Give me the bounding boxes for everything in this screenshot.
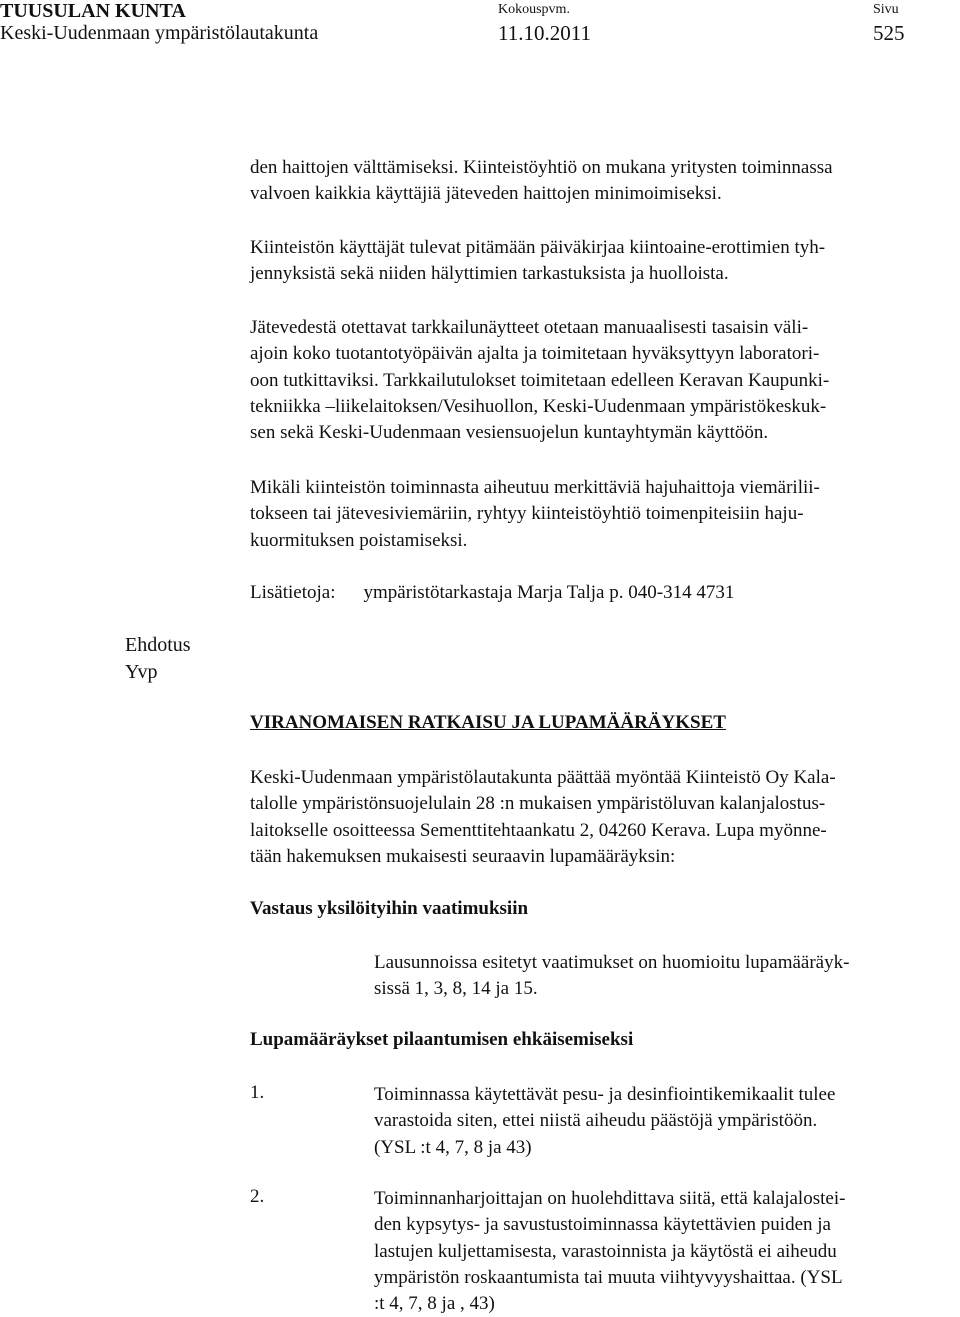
proposal-marker <box>125 632 191 686</box>
text-line: sen sekä Keski-Uudenmaan vesiensuojelun kuntayhtymän käyttöön. <box>250 422 769 444</box>
text-line: tokseen tai jätevesiviemäriin, ryhtyy kiinteistöyhtiö toimenpiteisiin haju- <box>250 503 804 525</box>
text-line: ympäristön roskaantumista tai muuta viihtyvyyshaittaa. (YSL <box>374 1266 843 1288</box>
text-line: talolle ympäristönsuojelulain 28 :n mukaisen ympäristöluvan kalanjalostus- <box>250 793 826 815</box>
committee-name: Keski-Uudenmaan ympäristölautakunta <box>0 22 319 44</box>
text-line: tekniikka –liikelaitoksen/Vesihuollon, Keski-Uudenmaan ympäristökeskuk- <box>250 395 827 417</box>
text-line: Kiinteistön käyttäjät tulevat pitämään päiväkirjaa kiintoaine-erottimien tyh- <box>250 237 826 258</box>
prevention-heading: Lupamääräykset pilaantumisen ehkäisemiseksi <box>250 1029 634 1050</box>
text-line: Toiminnassa käytettävät pesu- ja desinfiointikemikaalit tulee <box>374 1084 836 1105</box>
text-line: Keski-Uudenmaan ympäristölautakunta päättää myöntää Kiinteistö Oy Kala- <box>250 767 836 788</box>
list-item <box>374 1082 954 1161</box>
text-line: jennyksistä sekä niiden hälyttimien tarkastuksista ja huolloista. <box>250 263 729 285</box>
item-number: 2. <box>250 1186 265 1207</box>
contact-label: Lisätietoja: <box>250 582 336 603</box>
text-line: (YSL :t 4, 7, 8 ja 43) <box>374 1136 532 1158</box>
text-line: varastoida siten, ettei niistä aiheudu päästöjä ympäristöön. <box>374 1110 818 1132</box>
page-number: 525 <box>873 21 905 45</box>
paragraph-3 <box>250 315 950 446</box>
proposal-label: Ehdotus <box>125 634 191 656</box>
text-line: lastujen kuljettamisesta, varastoinnista ja käytöstä ei aiheudu <box>374 1240 837 1262</box>
proposal-code: Yvp <box>125 661 158 683</box>
text-line: laitokselle osoitteessa Sementtitehtaankatu 2, 04260 Kerava. Lupa myönne- <box>250 819 827 841</box>
text-line: Lausunnoissa esitetyt vaatimukset on huomioitu lupamääräyk- <box>374 952 850 973</box>
text-line: sissä 1, 3, 8, 14 ja 15. <box>374 978 538 1000</box>
item-number: 1. <box>250 1082 265 1103</box>
text-line: den kypsytys- ja savustustoiminnassa käytettävien puiden ja <box>374 1214 831 1236</box>
page-label: Sivu <box>873 2 899 17</box>
contact-info <box>250 580 950 606</box>
text-line: Jätevedestä otettavat tarkkailunäytteet otetaan manuaalisesti tasaisin väli- <box>250 317 809 338</box>
text-line: den haittojen välttämiseksi. Kiinteistöyhtiö on mukana yritysten toiminnassa <box>250 157 833 178</box>
text-line: oon tutkittaviksi. Tarkkailutulokset toimitetaan edelleen Keravan Kaupunki- <box>250 369 830 391</box>
response-text <box>374 950 954 1003</box>
text-line: valvoen kaikkia käyttäjiä jäteveden haittojen minimoimiseksi. <box>250 183 722 205</box>
text-line: :t 4, 7, 8 ja , 43) <box>374 1293 495 1315</box>
text-line: kuormituksen poistamiseksi. <box>250 529 468 551</box>
text-line: ajoin koko tuotantotyöpäivän ajalta ja toimitetaan hyväksyttyyn laboratori- <box>250 343 820 365</box>
meeting-date: 11.10.2011 <box>498 21 591 45</box>
paragraph-4 <box>250 475 950 554</box>
decision-title: VIRANOMAISEN RATKAISU JA LUPAMÄÄRÄYKSET <box>250 712 726 733</box>
paragraph-2 <box>250 235 950 288</box>
text-line: Mikäli kiinteistön toiminnasta aiheutuu merkittäviä hajuhaittoja viemärilii- <box>250 477 820 498</box>
contact-value: ympäristötarkastaja Marja Talja p. 040-314 4731 <box>363 582 735 603</box>
response-heading: Vastaus yksilöityihin vaatimuksiin <box>250 898 529 919</box>
list-item <box>374 1186 954 1317</box>
text-line: Toiminnanharjoittajan on huolehdittava siitä, että kalajalostei- <box>374 1188 846 1209</box>
text-line: tään hakemuksen mukaisesti seuraavin lupamääräyksin: <box>250 845 676 867</box>
paragraph-1 <box>250 155 950 208</box>
meeting-date-label: Kokouspvm. <box>498 2 570 17</box>
municipality-name: TUUSULAN KUNTA <box>0 0 186 22</box>
decision-text <box>250 765 950 870</box>
